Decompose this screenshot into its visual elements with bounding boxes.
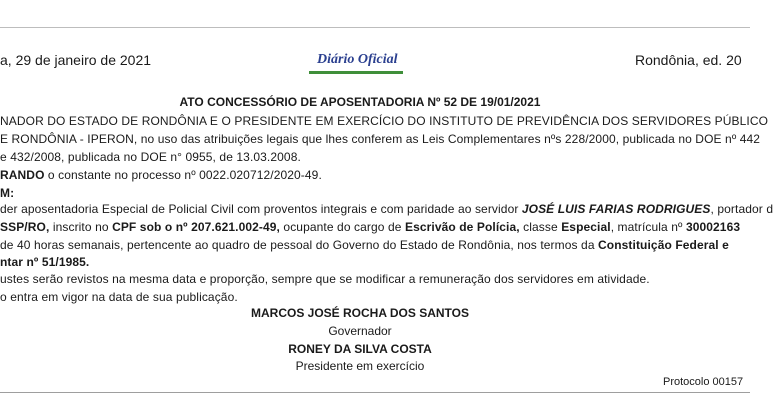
act-line-5 [0,186,14,200]
act-line-2: E RONDÔNIA - IPERON, no uso das atribuições legais que lhes conferem as Leis Complementares nºs 228/2000, publicada no DOE nº 442 [0,132,761,146]
constituicao-text: Constituição Federal e [598,238,729,252]
act-line-10: ustes serão revistos na mesma data e proporção, sempre que se modificar a remuneração dos servidores em atividade. [0,272,650,286]
header-top-rule [0,27,750,28]
president-name: RONEY DA SILVA COSTA [288,342,432,356]
act-line-3: e 432/2008, publicada no DOE n° 0955, de 13.03.2008. [0,150,301,164]
act-line-6 [0,202,773,216]
act-line-4 [0,168,322,182]
signature-role-1: Governador [328,324,392,338]
cpf-text: CPF sob o nº 207.621.002-49, [112,220,280,234]
governor-name: MARCOS JOSÉ ROCHA DOS SANTOS [250,306,470,320]
resolve-label: M: [0,186,15,200]
classe-text: Especial [561,220,611,234]
lei-complementar-text: ntar nº 51/1985. [0,255,90,269]
portador-text: , portador d [710,202,773,216]
act-title [0,95,720,109]
act-title-text: ATO CONCESSÓRIO DE APOSENTADORIA Nº 52 DE 19/01/2021 [179,95,541,109]
matricula-label: , matrícula nº [610,220,686,234]
footer-rule [0,392,750,393]
signature-name-1 [0,306,720,320]
diario-oficial-logo[interactable]: Diário Oficial [317,52,398,67]
servidor-name: JOSÉ LUIS FARIAS RODRIGUES [521,202,711,216]
classe-label: classe [519,220,562,234]
act-line-8 [0,238,729,252]
act-line-11: o entra em vigor na data de sua publicação. [0,290,238,304]
process-text: o constante no processo nº 0022.020712/2020-49. [44,168,322,182]
cargo-text: Escrivão de Polícia, [404,220,520,234]
ocupante-text: ocupante do cargo de [280,220,405,234]
considerando-label: RANDO [0,168,45,182]
ssp-text: SSP/RO, [0,220,50,234]
signature-role-2: Presidente em exercício [295,359,425,373]
act-line-9 [0,255,89,269]
act-line-1: NADOR DO ESTADO DE RONDÔNIA E O PRESIDENTE EM EXERCÍCIO DO INSTITUTO DE PREVIDÊNCIA DOS SERVIDORES PÚBLICO [0,114,769,128]
matricula-number: 30002163 [685,220,741,234]
logo-underline [309,71,403,74]
header-date: a, 29 de janeiro de 2021 [0,52,152,68]
carga-text: de 40 horas semanais, pertencente ao quadro de pessoal do Governo do Estado de Rondônia, nos termos da [0,238,599,252]
header-edition: Rondônia, ed. 20 [635,52,742,68]
inscrito-text: inscrito no [49,220,113,234]
act-line-7 [0,220,740,234]
grant-text: der aposentadoria Especial de Policial Civil com proventos integrais e com paridade ao servidor [0,202,522,216]
protocol-number: Protocolo 00157 [663,376,744,388]
signature-name-2 [0,342,720,356]
